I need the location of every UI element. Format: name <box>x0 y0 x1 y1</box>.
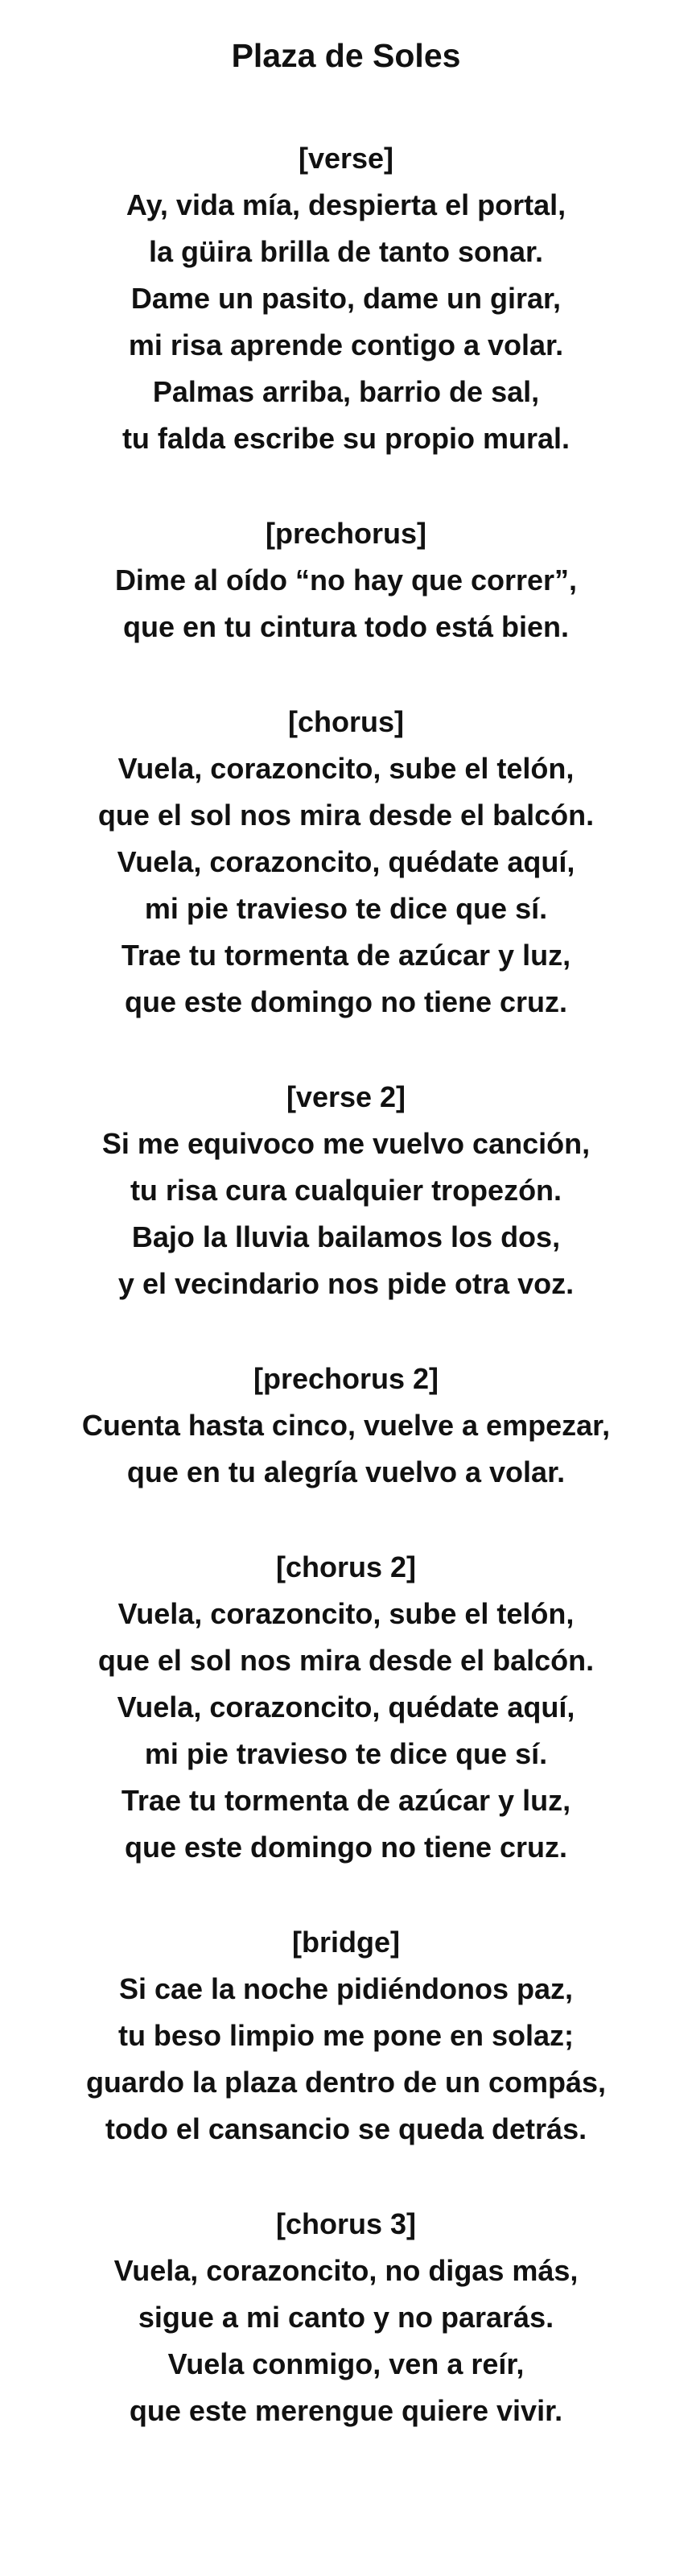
lyric-line: tu falda escribe su propio mural. <box>122 422 570 455</box>
section-label: [verse 2] <box>286 1080 406 1113</box>
lyric-line: tu risa cura cualquier tropezón. <box>130 1174 562 1207</box>
lyric-line: y el vecindario nos pide otra voz. <box>117 1267 575 1300</box>
lyric-line: Trae tu tormenta de azúcar y luz, <box>121 1784 571 1817</box>
lyric-line: Palmas arriba, barrio de sal, <box>152 375 540 408</box>
lyric-line: la güira brilla de tanto sonar. <box>148 235 544 268</box>
section-label: [prechorus 2] <box>253 1362 439 1395</box>
lyric-line: que este merengue quiere vivir. <box>129 2394 563 2427</box>
lyric-line: que el sol nos mira desde el balcón. <box>97 799 595 832</box>
lyric-line: Bajo la lluvia bailamos los dos, <box>131 1220 561 1253</box>
section-prechorus <box>0 510 692 650</box>
lyric-line: mi risa aprende contigo a volar. <box>128 328 564 361</box>
section-verse <box>0 135 692 462</box>
lyric-line: que en tu cintura todo está bien. <box>122 610 570 643</box>
lyric-line: que en tu alegría vuelvo a volar. <box>126 1455 566 1488</box>
lyric-line: Dime al oído “no hay que correr”, <box>114 564 578 597</box>
lyric-line: Trae tu tormenta de azúcar y luz, <box>121 939 571 972</box>
lyric-line: que este domingo no tiene cruz. <box>124 985 568 1018</box>
lyric-line: que este domingo no tiene cruz. <box>124 1831 568 1864</box>
section-prechorus-2 <box>0 1356 692 1496</box>
section-label: [bridge] <box>292 1926 400 1959</box>
lyric-line: Vuela, corazoncito, sube el telón, <box>117 752 575 785</box>
lyric-line: sigue a mi canto y no pararás. <box>138 2301 554 2334</box>
lyric-line: Si me equivoco me vuelvo canción, <box>101 1127 591 1160</box>
section-label: [verse] <box>298 142 394 175</box>
lyric-line: Ay, vida mía, despierta el portal, <box>126 188 566 221</box>
lyric-line: mi pie travieso te dice que sí. <box>144 892 548 925</box>
lyric-line: Vuela, corazoncito, sube el telón, <box>117 1597 575 1630</box>
lyric-line: Vuela, corazoncito, quédate aquí, <box>117 845 575 878</box>
section-verse-2 <box>0 1074 692 1307</box>
section-chorus-3 <box>0 2201 692 2434</box>
lyric-line: Dame un pasito, dame un girar, <box>130 282 562 315</box>
song-title: Plaza de Soles <box>231 37 461 74</box>
section-label: [prechorus] <box>265 517 427 550</box>
section-bridge <box>0 1919 692 2153</box>
lyric-line: Vuela, corazoncito, no digas más, <box>113 2254 579 2287</box>
section-label: [chorus] <box>288 705 404 738</box>
lyric-line: que el sol nos mira desde el balcón. <box>97 1644 595 1677</box>
lyric-line: tu beso limpio me pone en solaz; <box>117 2019 575 2052</box>
section-label: [chorus 2] <box>275 1550 417 1583</box>
section-chorus-2 <box>0 1544 692 1871</box>
lyric-line: Si cae la noche pidiéndonos paz, <box>118 1972 574 2005</box>
lyric-line: Vuela conmigo, ven a reír, <box>167 2347 525 2380</box>
section-chorus <box>0 699 692 1026</box>
lyric-line: Vuela, corazoncito, quédate aquí, <box>117 1690 575 1724</box>
lyric-line: guardo la plaza dentro de un compás, <box>85 2066 607 2099</box>
lyric-line: todo el cansancio se queda detrás. <box>105 2112 587 2145</box>
section-label: [chorus 3] <box>275 2207 417 2240</box>
lyric-line: mi pie travieso te dice que sí. <box>144 1737 548 1770</box>
lyric-line: Cuenta hasta cinco, vuelve a empezar, <box>81 1409 611 1442</box>
